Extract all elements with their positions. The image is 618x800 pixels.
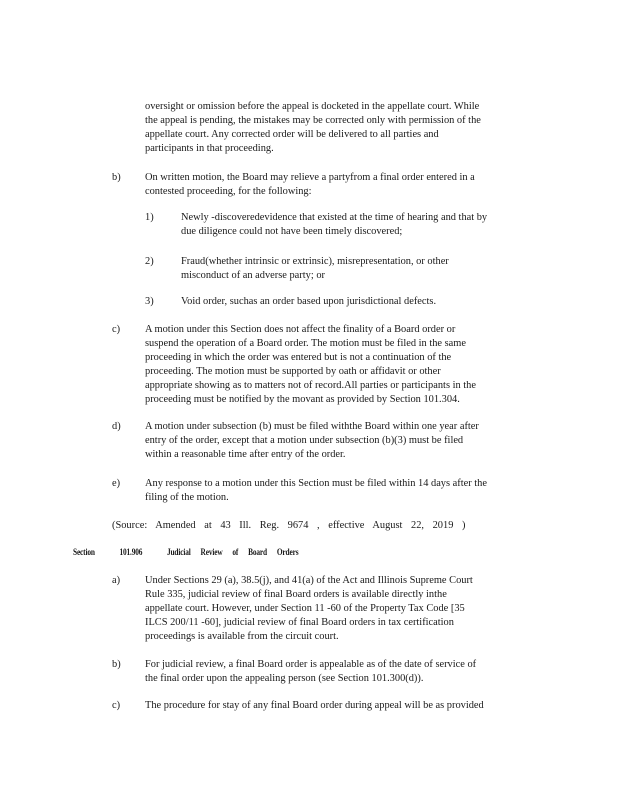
judicial-item-b-text: For judicial review, a final Board order is appealable as of the date of service of the final order upon the appealing person (see Section 101.300(d)). — [145, 659, 477, 684]
item-d-label: d) — [112, 421, 121, 432]
section-number: 101.906 — [119, 547, 143, 557]
judicial-item-b-label: b) — [112, 659, 121, 670]
section-label: Section — [73, 547, 95, 557]
subitem-1-text: Newly -discoveredevidence that existed at the time of hearing and that by due diligence could not have been timely discovered; — [181, 212, 488, 237]
item-e-text: Any response to a motion under this Section must be filed within 14 days after the filing of the motion. — [145, 478, 487, 503]
judicial-item-a-text: Under Sections 29 (a), 38.5(j), and 41(a) of the Act and Illinois Supreme Court Rule 335, judicial review of final Board orders is available directly inthe appellate court. However, under Section 11 -60 of the Property Tax Code [35 ILCS 200/11 -60], judicial review of final Board orders in tax certification proceedings is available from the circuit court. — [145, 575, 473, 642]
judicial-item-c-text: The procedure for stay of any final Board order during appeal will be as provided — [145, 700, 484, 711]
item-e-label: e) — [112, 478, 121, 489]
item-b-text: On written motion, the Board may relieve a partyfrom a final order entered in a contested proceeding, for the following: — [145, 172, 475, 197]
continuation-paragraph: oversight or omission before the appeal is docketed in the appellate court. While the appeal is pending, the mistakes may be corrected only with permission of the appellate court. Any corrected order will be delivered to all parties and participants in that proceeding. — [145, 101, 481, 154]
section-title: Judicial Review of Board Orders — [166, 547, 299, 557]
subitem-3-label: 3) — [145, 296, 154, 307]
subitem-2-label: 2) — [145, 256, 154, 267]
section-heading — [73, 545, 313, 559]
item-c-label: c) — [112, 324, 121, 335]
source-note: (Source: Amended at 43 Ill. Reg. 9674 , effective August 22, 2019 ) — [112, 520, 466, 531]
item-d-text: A motion under subsection (b) must be filed withthe Board within one year after entry of the order, except that a motion under subsection (b)(3) must be filed within a reasonable time after entry of the order. — [145, 421, 479, 460]
item-c-text: A motion under this Section does not affect the finality of a Board order or suspend the operation of a Board order. The motion must be filed in the same proceeding in which the order was entered but is not a continuation of the proceeding. The motion must be supported by oath or affidavit or other appropriate showing as to matters not of record.All parties or participants in the proceeding must be notified by the movant as provided by Section 101.304. — [145, 324, 476, 405]
subitem-2-text: Fraud(whether intrinsic or extrinsic), misrepresentation, or other misconduct of an adverse party; or — [181, 256, 449, 281]
subitem-1-label: 1) — [145, 212, 154, 223]
subitem-3-text: Void order, suchas an order based upon jurisdictional defects. — [181, 296, 437, 307]
judicial-item-c-label: c) — [112, 700, 121, 711]
judicial-item-a-label: a) — [112, 575, 121, 586]
item-b-label: b) — [112, 172, 121, 183]
